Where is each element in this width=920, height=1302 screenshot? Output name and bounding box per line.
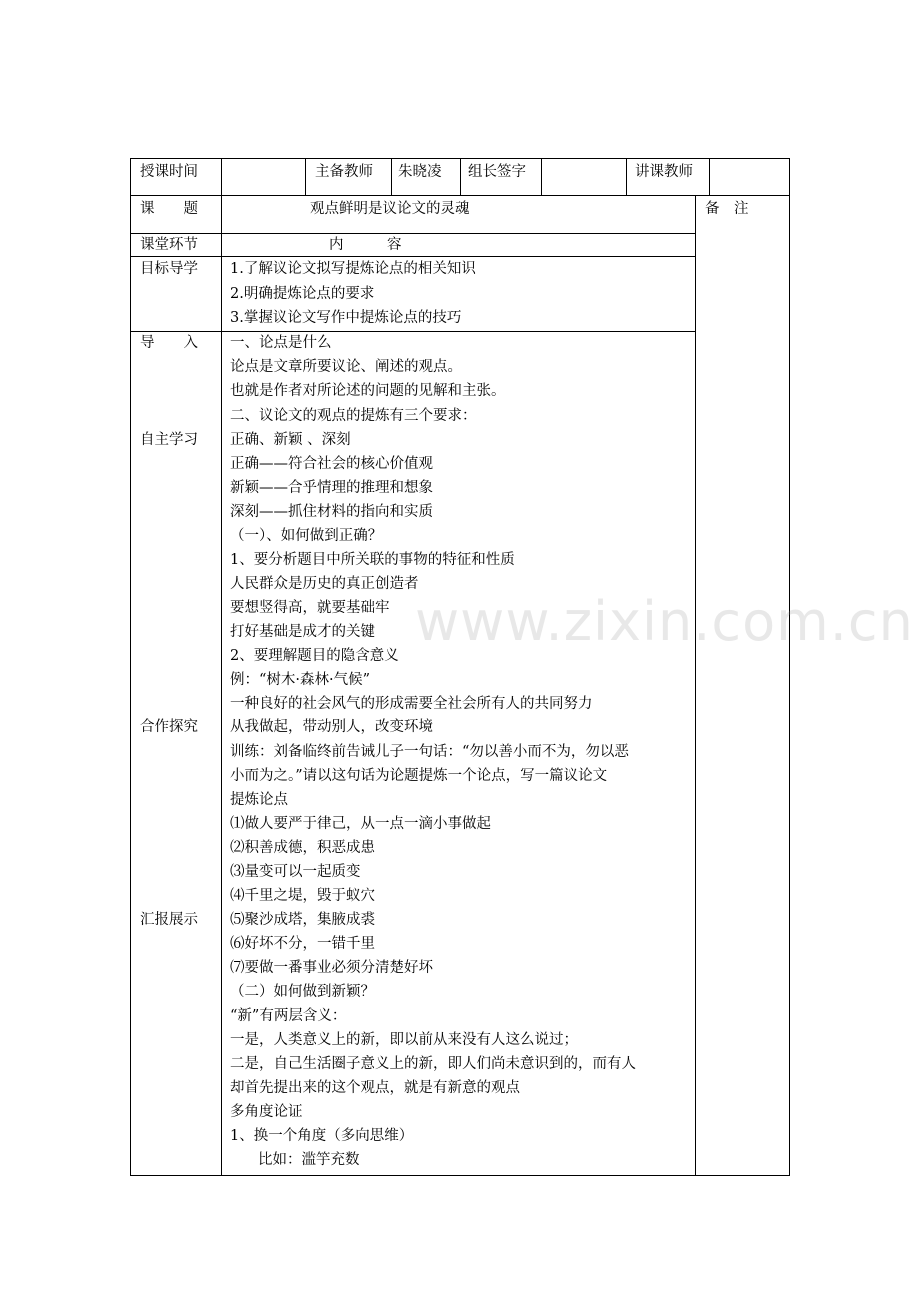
stage-label-intro: 导 入	[140, 335, 198, 351]
content-line: 一种良好的社会风气的形成需要全社会所有人的共同努力	[230, 696, 593, 712]
content-line: ⑴做人要严于律己，从一点一滴小事做起	[230, 816, 491, 832]
label-leader-sign: 组长签字	[468, 164, 526, 180]
table-border-bottom	[130, 1175, 790, 1176]
content-line: 1、要分析题目中所关联的事物的特征和性质	[230, 552, 515, 568]
label-topic: 课 题	[140, 201, 198, 217]
content-line: ⑹好坏不分，一错千里	[230, 936, 375, 952]
stage-label-cooperation: 合作探究	[140, 719, 198, 735]
table-col-divider	[391, 158, 392, 196]
label-class-stage: 课堂环节	[140, 237, 198, 253]
label-lecturer: 讲课教师	[635, 164, 693, 180]
content-line: 2、要理解题目的隐含意义	[230, 648, 399, 664]
label-prep-teacher: 主备教师	[315, 164, 373, 180]
table-row-divider	[130, 256, 695, 257]
table-row-divider	[130, 331, 695, 332]
table-col-divider	[305, 158, 306, 196]
content-line: “新”有两层含义：	[230, 1008, 347, 1024]
content-line: （一）、如何做到正确？	[230, 528, 383, 544]
content-line: （二）如何做到新颖？	[230, 984, 375, 1000]
content-line: ⑸聚沙成塔，集腋成裘	[230, 912, 375, 928]
table-col-divider	[221, 158, 222, 1176]
content-line: 提炼论点	[230, 792, 288, 808]
content-line: 正确——符合社会的核心价值观	[230, 456, 433, 472]
content-line: 深刻——抓住材料的指向和实质	[230, 504, 433, 520]
content-line: 小而为之。”请以这句话为论题提炼一个论点，写一篇议论文	[230, 768, 608, 784]
content-line: 训练：刘备临终前告诫儿子一句话：“勿以善小而不为，勿以恶	[230, 744, 629, 760]
content-line: ⑷千里之堤，毁于蚁穴	[230, 888, 375, 904]
content-line: 1、换一个角度（多向思维）	[230, 1128, 414, 1144]
content-line: 多角度论证	[230, 1104, 303, 1120]
watermark: www.zixin.com.cn	[415, 590, 914, 653]
content-line: 例：“树木·森林·气候”	[230, 672, 371, 688]
table-col-divider	[709, 158, 710, 196]
label-content: 内 容	[329, 237, 402, 253]
content-line: 比如：滥竽充数	[258, 1152, 360, 1168]
table-col-divider	[626, 158, 627, 196]
content-line: 打好基础是成才的关键	[230, 624, 375, 640]
goal-line: 2.明确提炼论点的要求	[230, 286, 375, 302]
table-border-left	[130, 158, 131, 1176]
content-line: 从我做起，带动别人，改变环境	[230, 719, 433, 735]
content-line: 二是，自己生活圈子意义上的新，即人们尚未意识到的，而有人	[230, 1056, 636, 1072]
topic-title: 观点鲜明是议论文的灵魂	[310, 201, 470, 217]
content-line: 一是，人类意义上的新，即以前从来没有人这么说过；	[230, 1032, 578, 1048]
table-col-divider	[541, 158, 542, 196]
content-line: ⑶量变可以一起质变	[230, 864, 361, 880]
content-line: 正确、新颖 、深刻	[230, 432, 351, 448]
content-line: 却首先提出来的这个观点，就是有新意的观点	[230, 1080, 520, 1096]
content-line: 二、议论文的观点的提炼有三个要求：	[230, 408, 477, 424]
prep-teacher-name: 朱晓凌	[398, 164, 442, 180]
content-line: ⑵积善成德，积恶成患	[230, 840, 375, 856]
label-notes: 备 注	[705, 201, 749, 217]
content-line: 要想竖得高，就要基础牢	[230, 600, 390, 616]
label-teaching-time: 授课时间	[140, 164, 198, 180]
notes-column-divider	[695, 195, 696, 1176]
goal-line: 1.了解议论文拟写提炼论点的相关知识	[230, 261, 476, 277]
content-line: 也就是作者对所论述的问题的见解和主张。	[230, 383, 506, 399]
content-line: 人民群众是历史的真正创造者	[230, 576, 419, 592]
content-line: ⑺要做一番事业必须分清楚好坏	[230, 960, 433, 976]
table-col-divider	[460, 158, 461, 196]
label-goals: 目标导学	[140, 261, 198, 277]
table-border-right	[789, 158, 790, 1176]
stage-label-self-study: 自主学习	[140, 432, 198, 448]
goal-line: 3.掌握议论文写作中提炼论点的技巧	[230, 310, 462, 326]
content-line: 一、论点是什么	[230, 335, 332, 351]
content-line: 新颖——合乎情理的推理和想象	[230, 480, 433, 496]
table-row-divider	[130, 233, 695, 234]
stage-label-presentation: 汇报展示	[140, 912, 198, 928]
content-line: 论点是文章所要议论、阐述的观点。	[230, 359, 462, 375]
